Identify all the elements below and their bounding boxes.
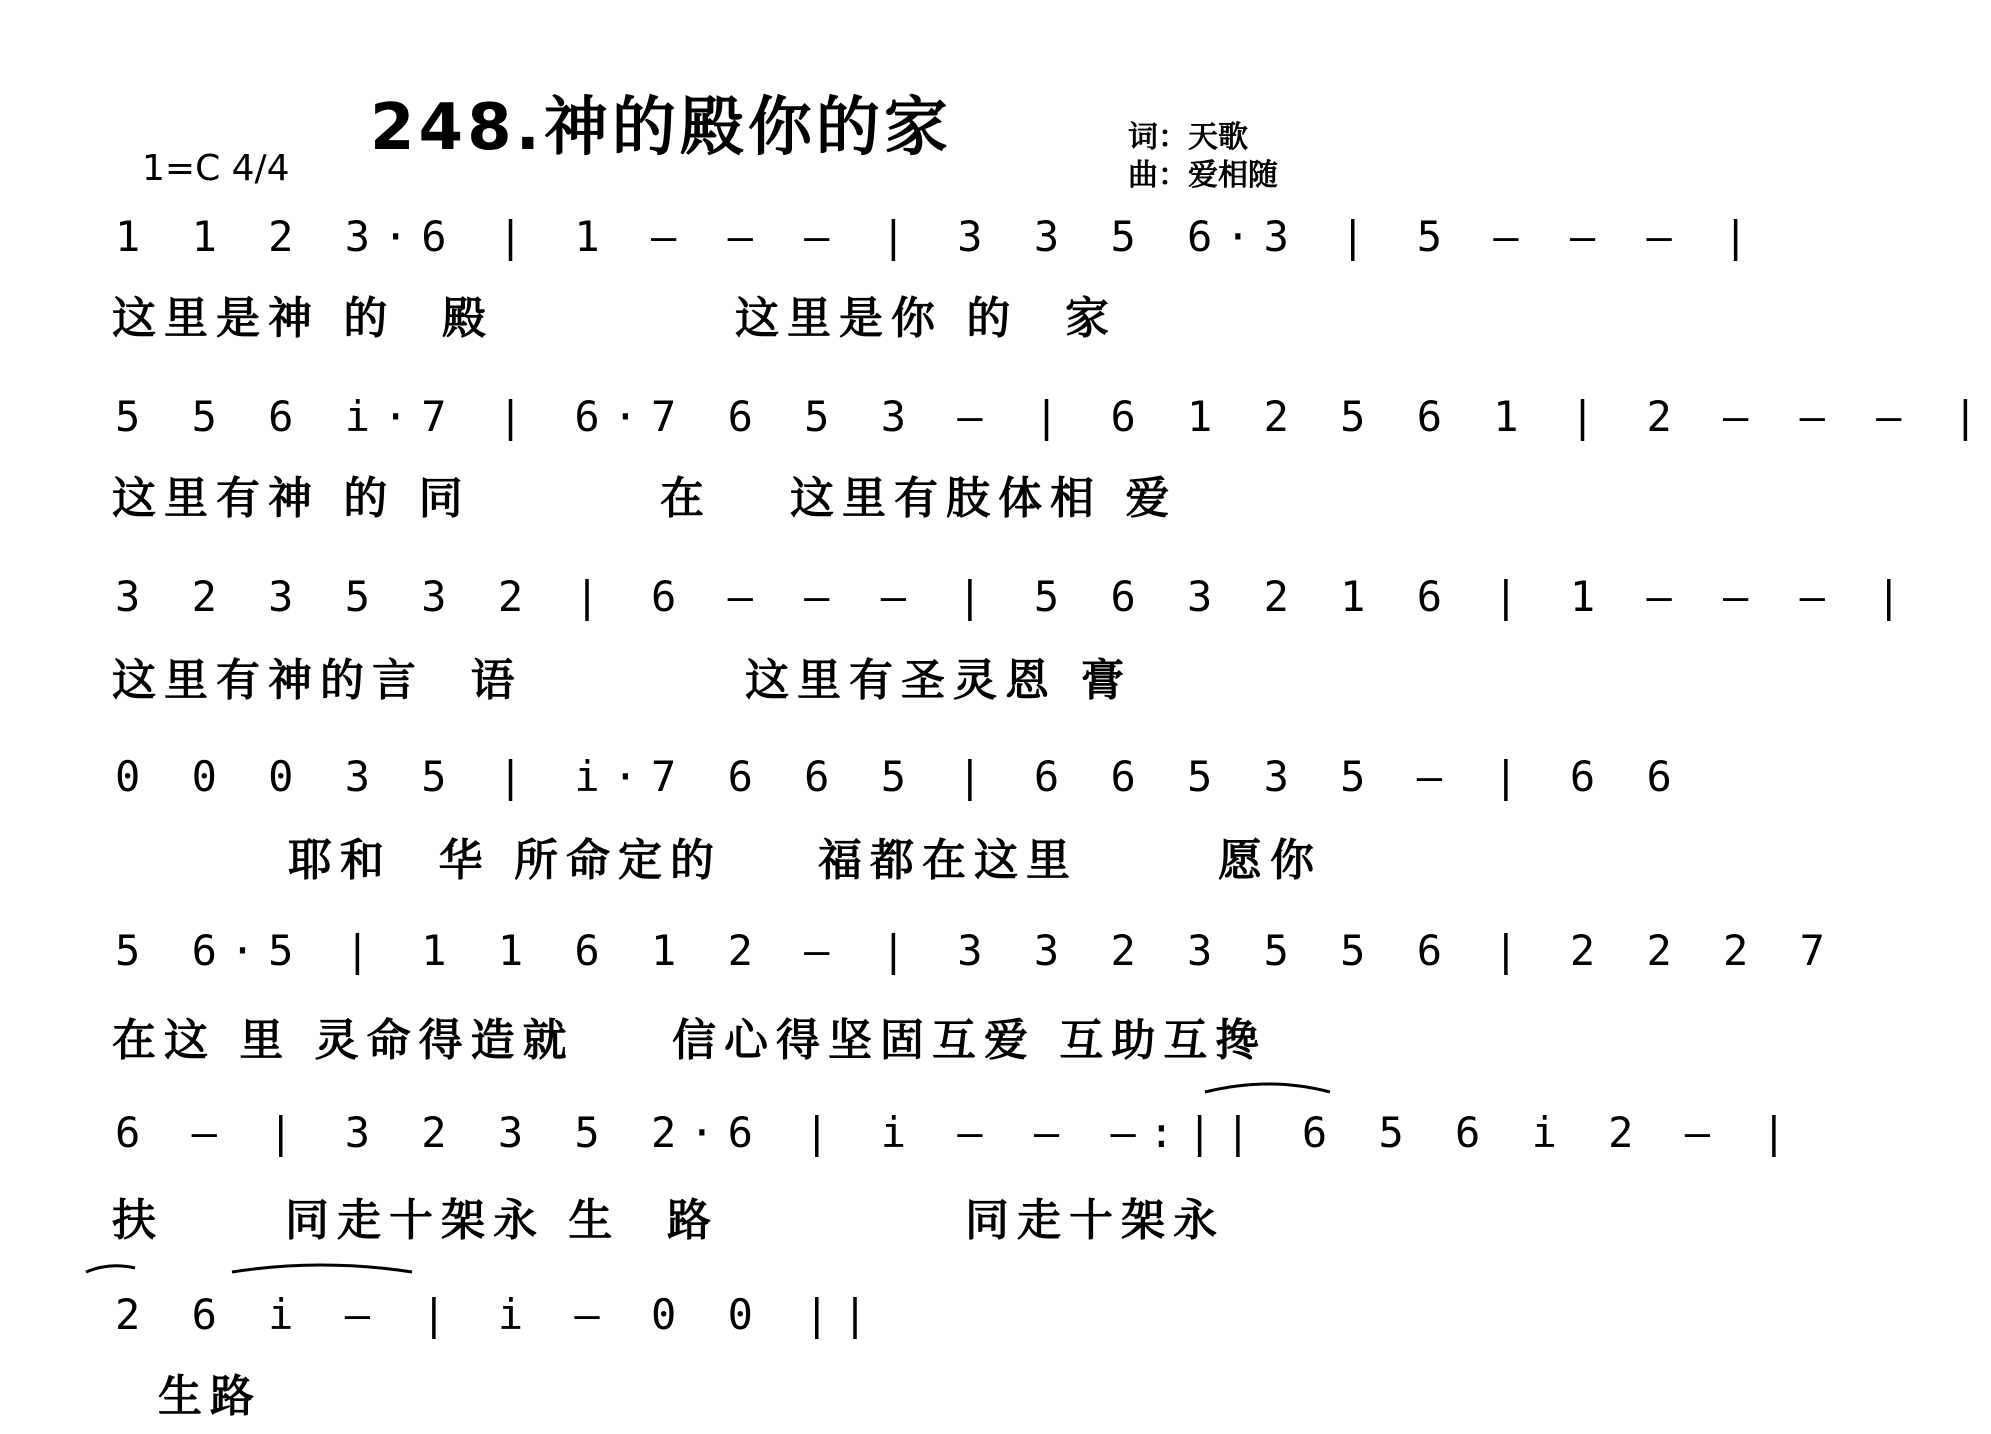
lyrics-row-4-a: 耶和 华 所命定的 [288, 835, 722, 886]
lyrics-row-3-b: 这里有圣灵恩 膏 [745, 655, 1133, 706]
lyrics-row-2-b: 在 [660, 473, 712, 524]
lyricist-credit: 词：天歌 [1128, 120, 1248, 155]
song-title: 248.神的殿你的家 [370, 91, 952, 165]
lyrics-row-4-c: 愿你 [1218, 835, 1322, 886]
slur-arc [1205, 1084, 1330, 1092]
notation-row-2: 5 5 6 i·7 | 6·7 6 5 3 – | 6 1 2 5 6 1 | 2 – – – | [115, 392, 1991, 441]
lyrics-row-5-b: 信心得坚固互爱 互助互搀 [672, 1015, 1268, 1066]
lyrics-row-4-b: 福都在这里 [818, 835, 1078, 886]
lyrics-row-6-a: 扶 [112, 1195, 164, 1246]
slur-arc [232, 1265, 412, 1272]
lyrics-row-6-c: 同走十架永 [965, 1195, 1225, 1246]
key-signature: 1=C 4/4 [142, 148, 290, 189]
notation-row-4: 0 0 0 3 5 | i·7 6 6 5 | 6 6 5 3 5 – | 6 6 [115, 752, 1685, 801]
notation-row-3: 3 2 3 5 3 2 | 6 – – – | 5 6 3 2 1 6 | 1 – – – | [115, 572, 1915, 621]
notation-row-6: 6 – | 3 2 3 5 2·6 | i – – –:|| 6 5 6 i 2 – | [115, 1108, 1800, 1157]
lyrics-row-5-a: 在这 里 灵命得造就 [112, 1015, 575, 1066]
lyrics-row-3-a: 这里有神的言 语 [112, 655, 523, 706]
lyrics-row-6-b: 同走十架永 生 路 [285, 1195, 719, 1246]
notation-row-7: 2 6 i – | i – 0 0 || [115, 1290, 881, 1339]
lyrics-row-2-a: 这里有神 的 同 [112, 473, 471, 524]
lyrics-row-1-a: 这里是神 的 殿 [112, 293, 494, 344]
composer-credit: 曲：爱相随 [1128, 158, 1278, 193]
notation-row-5: 5 6·5 | 1 1 6 1 2 – | 3 3 2 3 5 5 6 | 2 2 2 7 [115, 926, 1838, 975]
lyrics-row-2-c: 这里有肢体相 爱 [790, 473, 1178, 524]
slur-arc [86, 1266, 135, 1272]
notation-row-1: 1 1 2 3·6 | 1 – – – | 3 3 5 6·3 | 5 – – – | [115, 212, 1762, 261]
lyrics-row-7-a: 生路 [158, 1371, 262, 1422]
lyrics-row-1-b: 这里是你 的 家 [735, 293, 1117, 344]
